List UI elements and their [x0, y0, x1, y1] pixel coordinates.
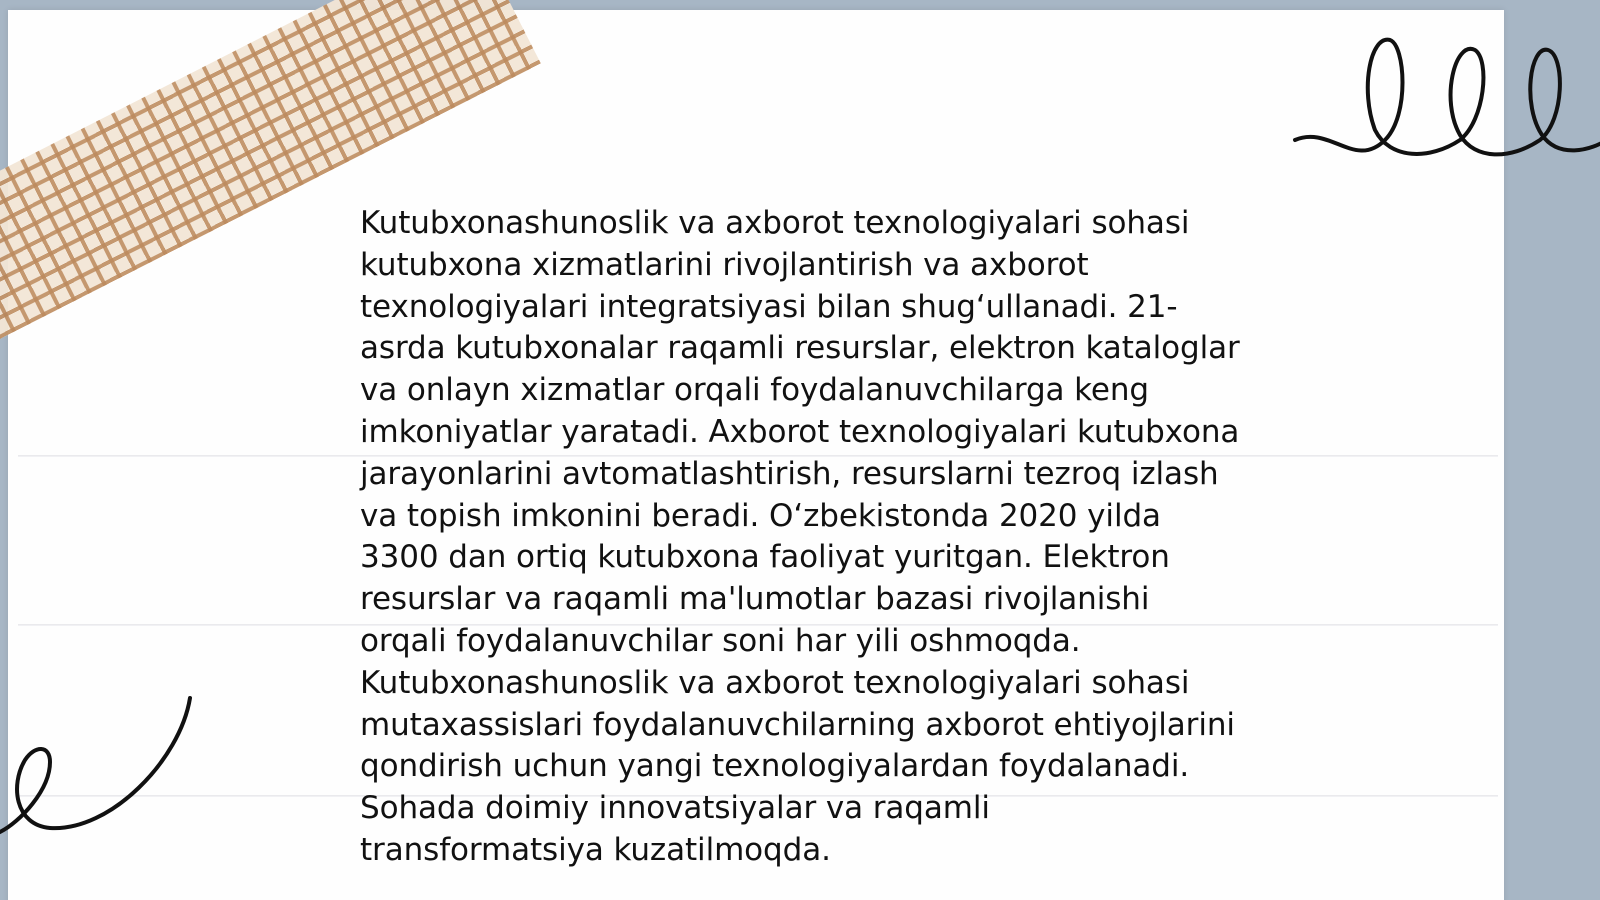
loop-squiggle-doodle — [1290, 30, 1600, 170]
body-paragraph: Kutubxonashunoslik va axborot texnologiyalari sohasi kutubxona xizmatlarini rivojlantirish va axborot texnologiyalari integratsiyasi bilan shugʻullanadi. 21-asrda kutubxonalar raqamli resurslar, elektron kataloglar va onlayn xizmatlar orqali foydalanuvchilarga keng imkoniyatlar yaratadi. Axborot texnologiyalari kutubxona jarayonlarini avtomatlashtirish, resurslarni tezroq izlash va topish imkonini beradi. Oʻzbekistonda 2020 yilda 3300 dan ortiq kutubxona faoliyat yuritgan. Elektron resurslar va raqamli ma'lumotlar bazasi rivojlanishi orqali foydalanuvchilar soni har yili oshmoqda. Kutubxonashunoslik va axborot texnologiyalari sohasi mutaxassislari foydalanuvchilarning axborot ehtiyojlarini qondirish uchun yangi texnologiyalardan foydalanadi. Sohada doimiy innovatsiyalar va raqamli transformatsiya kuzatilmoqda. — [360, 205, 1240, 868]
loop-squiggle-doodle — [0, 690, 210, 860]
